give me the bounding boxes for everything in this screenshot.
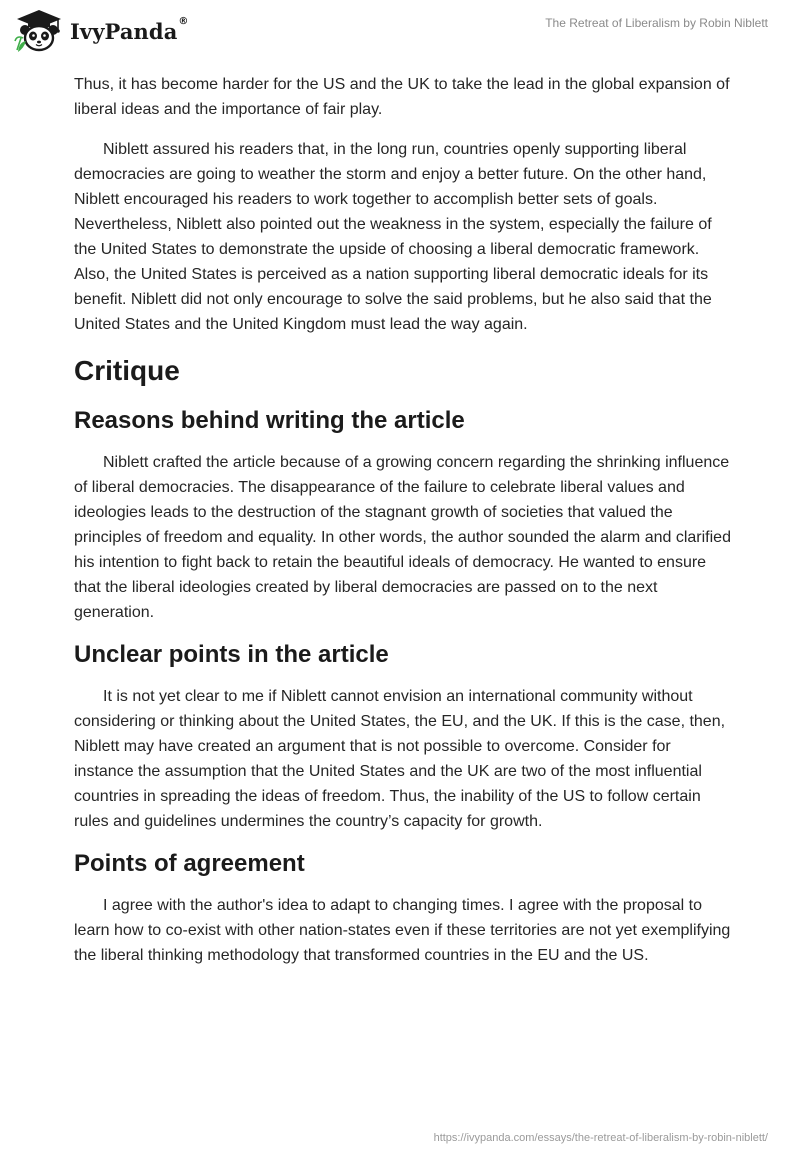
paragraph: Niblett crafted the article because of a growing concern regarding the shrinking influence of liberal democracies. The disappearance of the failure to celebrate liberal values and ideologies leads to the destruction of the stagnant growth of societies that valued the principles of freedom and equality. In other words, the author sounded the alarm and clarified his intention to fight back to retain the beautiful ideals of democracy. He wanted to ensure that the liberal ideologies created by liberal democracies are passed on to the next generation.: [74, 454, 731, 621]
article-body: [74, 72, 734, 983]
ivypanda-logo[interactable]: [14, 8, 189, 52]
paragraph: Niblett assured his readers that, in the long run, countries openly supporting liberal democracies are going to weather the storm and enjoy a better future. On the other hand, Niblett encouraged his readers to work together to accomplish better sets of goals. Nevertheless, Niblett also pointed out the weakness in the system, especially the failure of the United States to demonstrate the upside of choosing a liberal democratic framework. Also, the United States is perceived as a nation supporting liberal democratic ideals for its benefit. Niblett did not only encourage to solve the said problems, but he also said that the United States and the United Kingdom must lead the way again.: [74, 141, 712, 333]
paragraph: It is not yet clear to me if Niblett cannot envision an international community without considering or thinking about the United States, the EU, and the UK. If this is the case, then, Niblett may have created an argument that is not possible to overcome. Consider for instance the assumption that the United States and the UK are two of the most influential countries in spreading the ideas of freedom. Thus, the inability of the US to follow certain rules and guidelines undermines the country’s capacity for growth.: [74, 688, 726, 830]
source-url[interactable]: https://ivypanda.com/essays/the-retreat-of-liberalism-by-robin-niblett/: [433, 1132, 768, 1144]
page-header: [0, 0, 800, 62]
document-title: The Retreat of Liberalism by Robin Niblett: [545, 16, 768, 30]
subsection-heading: Unclear points in the article: [74, 641, 389, 668]
subsection-heading: Points of agreement: [74, 850, 305, 877]
subsection-heading: Reasons behind writing the article: [74, 407, 465, 434]
logo-wordmark: IvyPanda®: [70, 15, 189, 44]
paragraph: Thus, it has become harder for the US and the UK to take the lead in the global expansion of liberal ideas and the importance of fair play.: [74, 76, 730, 118]
paragraph: I agree with the author's idea to adapt to changing times. I agree with the proposal to learn how to co-exist with other nation-states even if these territories are not yet exemplifying the liberal thinking methodology that transformed countries in the EU and the US.: [74, 897, 731, 964]
panda-graduate-logo-icon: [14, 8, 64, 52]
section-heading-critique: Critique: [74, 355, 180, 386]
registered-mark: ®: [178, 15, 189, 27]
